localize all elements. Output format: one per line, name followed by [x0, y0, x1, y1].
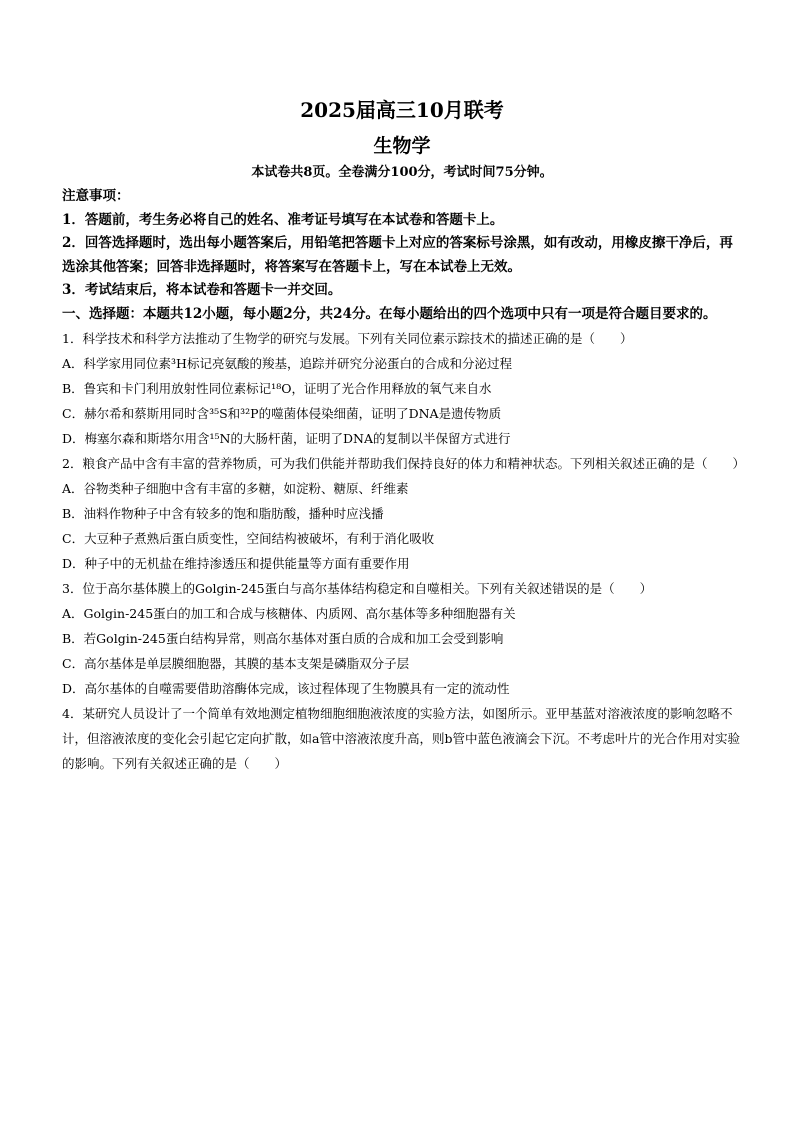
option-c: C．高尔基体是单层膜细胞器，其膜的基本支架是磷脂双分子层 [62, 656, 410, 671]
option-d: D．梅塞尔森和斯塔尔用含¹⁵N的大肠杆菌，证明了DNA的复制以半保留方式进行 [62, 431, 511, 446]
exam-info: 本试卷共8页。全卷满分100分，考试时间75分钟。 [251, 165, 553, 180]
option-b: B．油料作物种子中含有较多的饱和脂肪酸，播种时应浅播 [62, 506, 384, 521]
question-4 [62, 701, 742, 776]
option-b: B．鲁宾和卡门利用放射性同位素标记¹⁸O，证明了光合作用释放的氧气来自水 [62, 381, 492, 396]
exam-title: 2025届高三10月联考 [300, 98, 504, 122]
option-a: A．谷物类种子细胞中含有丰富的多糖，如淀粉、糖原、纤维素 [62, 481, 409, 496]
subject-title: 生物学 [373, 135, 431, 157]
note-item: 3．考试结束后，将本试卷和答题卡一并交回。 [62, 282, 342, 298]
exam-page [62, 96, 745, 776]
question-stem: 1．科学技术和科学方法推动了生物学的研究与发展。下列有关同位素示踪技术的描述正确的是（ ） [62, 331, 633, 346]
option-a: A．Golgin-245蛋白的加工和合成与核糖体、内质网、高尔基体等多种细胞器有关 [62, 606, 516, 621]
question-3 [62, 576, 742, 701]
option-c: C．大豆种子煮熟后蛋白质变性，空间结构被破坏，有利于消化吸收 [62, 531, 435, 546]
option-a: A．科学家用同位素³H标记亮氨酸的羧基，追踪并研究分泌蛋白的合成和分泌过程 [62, 356, 512, 371]
section-heading: 一、选择题：本题共12小题，每小题2分，共24分。在每小题给出的四个选项中只有一项是符合题目要求的。 [62, 305, 717, 322]
option-d: D．种子中的无机盐在维持渗透压和提供能量等方面有重要作用 [62, 556, 410, 571]
notes-heading: 注意事项： [62, 188, 130, 204]
option-c: C．赫尔希和蔡斯用同时含³⁵S和³²P的噬菌体侵染细菌，证明了DNA是遗传物质 [62, 406, 502, 421]
question-1 [62, 326, 742, 451]
question-stem: 3．位于高尔基体膜上的Golgin-245蛋白与高尔基体结构稳定和自噬相关。下列有关叙述错误的是（ ） [62, 581, 653, 596]
question-stem: 2．粮食产品中含有丰富的营养物质，可为我们供能并帮助我们保持良好的体力和精神状态。下列相关叙述正确的是（ ） [62, 456, 745, 471]
question-stem: 4．某研究人员设计了一个简单有效地测定植物细胞细胞液浓度的实验方法，如图所示。亚甲基蓝对溶液浓度的影响忽略不计，但溶液浓度的变化会引起它定向扩散，如a管中溶液浓度升高，则b管中蓝色液滴会下沉。不考虑叶片的光合作用对实验的影响。下列有关叙述正确的是（ ） [62, 706, 740, 771]
option-d: D．高尔基体的自噬需要借助溶酶体完成，该过程体现了生物膜具有一定的流动性 [62, 681, 510, 696]
note-item: 2．回答选择题时，选出每小题答案后，用铅笔把答题卡上对应的答案标号涂黑，如有改动，用橡皮擦干净后，再选涂其他答案；回答非选择题时，将答案写在答题卡上，写在本试卷上无效。 [62, 235, 733, 275]
question-2 [62, 451, 745, 576]
option-b: B．若Golgin-245蛋白结构异常，则高尔基体对蛋白质的合成和加工会受到影响 [62, 631, 504, 646]
note-item: 1．答题前，考生务必将自己的姓名、准考证号填写在本试卷和答题卡上。 [62, 211, 504, 228]
